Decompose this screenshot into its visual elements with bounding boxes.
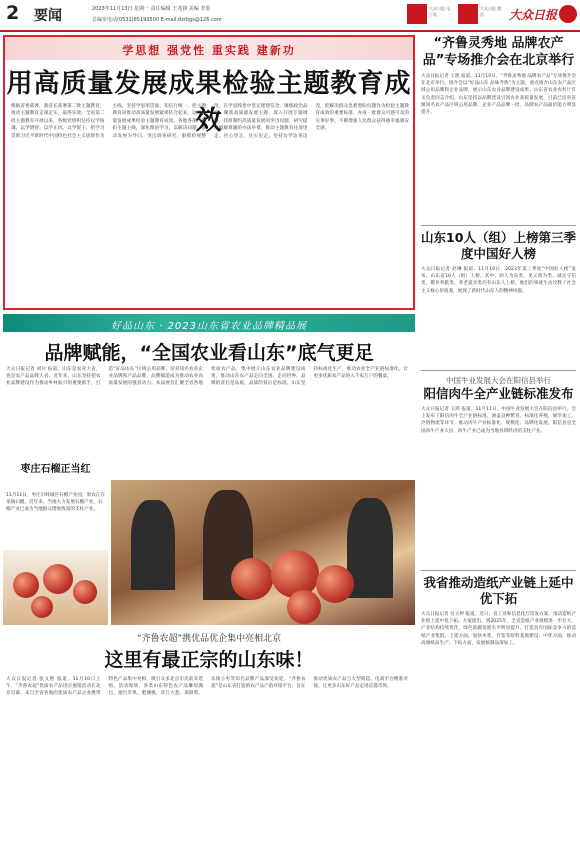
fruit-shape: [287, 590, 321, 624]
fruit-shape: [316, 565, 354, 603]
section-name: 要闻: [34, 8, 62, 24]
right-body-3: 大众日报记者 王鸿 报道。11月11日，中国牛业发展大会在阳信县举行。会上发布了阳信肉牛全产业链标准，涵盖良种繁育、标准化养殖、屠宰加工、冷链物流等环节，推动肉牛产业标准化、规模化、品牌化发展。阳信县是全国肉牛产业大县，肉牛产业已成为当地县域经济的支柱产业。: [421, 407, 576, 434]
right-headline-2[interactable]: 山东10人（组）上榜第三季度中国好人榜: [421, 230, 576, 261]
contact-line: 总编室电话(0531)85193500 E-mail:dzrbgs@126.com: [92, 17, 222, 23]
qr-caption: 大众日报 电子版: [429, 6, 451, 17]
right-headline-1[interactable]: “齐鲁灵秀地 品牌农产品”专场推介会在北京举行: [422, 36, 575, 68]
fruit-shape: [271, 550, 319, 598]
lead-body: 根据省委部署，鼎省长部署第二批主题教育，推动主题教育走深走实，取得实效。全省第二批主题教育开展以来，各级党组织坚持以学铸魂、以学增智、以学正风、以学促干，把学习贯彻习近平新时代中国特色社会主义思想作为主线，坚持学思用贯通、知信行统一，把主题教育同推动高质量发展紧密结合起来，以高质量发展成果检验主题教育成效。各地各部门紧扣主题主线，深化理论学习，以解决问题、推动发展为导向，突出调查研究，狠抓检视整改，在学思践悟中坚定理想信念、锤炼政治品格。聚焦高质量发展主题，深入开展专题调研，找准制约高质量发展的突出问题，研究提出破解难题的办法举措，推动主题教育往深里走、往心里走、往实里走。坚持边学边查边改，把解决群众急难愁盼问题作为检验主题教育成效的重要标准，办成一批群众可感可及的实事好事，不断增强人民群众获得感幸福感安全感。: [11, 104, 409, 139]
food-body: 大众日报记者 张文艳 报道。11月10日上午，“齐鲁农超”优质农产品进京展销活动在北京启幕，来自全省各地的优质农产品企业携带特色产品集中亮相，吸引众多北京市民前来选购。活动现场，各类山东特色农产品琳琅满目，烟台苹果、肥城桃、章丘大葱、莱阳梨、乐陵小枣等知名品牌产品深受欢迎。“齐鲁农超”是山东省打造的农产品产销对接平台，旨在推动优质农产品与大型商超、电商平台精准对接，让更多山东好产品走进首都市场。: [6, 677, 408, 697]
right-body-2: 大众日报记者 赵琳 报道。11月10日，2023年第三季度“中国好人榜”发布，山东省10人（组）上榜。其中，助人为乐类、见义勇为类、诚实守信类、敬业奉献类、孝老爱亲类均有山东人上榜。他们的事迹生动诠释了社会主义核心价值观，展现了新时代山东人的精神风貌。: [421, 267, 576, 294]
fruit-shape: [231, 558, 273, 600]
visitor-figure: [131, 500, 175, 590]
right-subhead-3: 中国牛业发展大会在阳信县举行: [446, 376, 551, 385]
divider: [421, 225, 576, 226]
fair-photo: [111, 480, 415, 625]
pomegranate-shape: [43, 564, 73, 594]
qr-code-icon[interactable]: [458, 4, 478, 24]
divider: [421, 370, 576, 371]
lead-story: [3, 35, 415, 310]
lead-headline[interactable]: 用高质量发展成果检验主题教育成效: [6, 69, 412, 136]
page-number: 2: [6, 2, 20, 24]
agri-headline[interactable]: 品牌赋能，“全国农业看山东”底气更足: [44, 342, 374, 364]
newspaper-logo: 大众日报: [509, 8, 558, 22]
divider: [421, 570, 576, 571]
food-headline[interactable]: 这里有最正宗的山东味！: [104, 649, 314, 671]
lead-banner: [5, 37, 413, 60]
issue-line: 2023年11月13日 星期一 责任编辑 王兆锋 美编 李震: [92, 6, 211, 12]
pomegranate-shape: [73, 580, 97, 604]
pomegranate-photo: [3, 550, 108, 625]
pomegranate-shape: [13, 572, 39, 598]
right-body-1: 大众日报记者 王建 报道。11月10日，“齐鲁灵秀地 品牌农产品”专场推介会在北京举行。推介会以“好品山东 品味齐鲁”为主题，重点推介山东农产品区域公用品牌和企业品牌，展示山东农业品牌建设成果。山东省农业农村厅有关负责同志介绍，山东坚持以品牌建设引领农业高质量发展，目前已培育省级知名农产品区域公用品牌、企业产品品牌一批，品牌农产品溢价能力明显提升。: [421, 74, 576, 116]
festival-banner-text: 好品山东 · 2023山东省农业品牌精品展: [111, 321, 307, 332]
pomegranate-shape: [31, 596, 53, 618]
qr-code-icon[interactable]: [407, 4, 427, 24]
pomegranate-headline[interactable]: 枣庄石榴正当红: [20, 464, 91, 475]
right-headline-3[interactable]: 阳信肉牛全产业链标准发布: [423, 386, 574, 401]
masthead: [0, 0, 580, 32]
qr-caption: 大众日报 微信: [480, 6, 502, 17]
festival-banner: [3, 314, 415, 332]
food-kicker: “齐鲁农超”携优品优企集中亮相北京: [136, 634, 282, 644]
logo-emblem-icon: [559, 5, 577, 23]
lead-kicker: 学思想 强党性 重实践 建新功: [122, 44, 296, 57]
pomegranate-caption: 11月11日，枣庄市峄城区石榴产业园，果农正在采摘石榴。近年来，当地大力发展石榴产业，石榴产业已成为当地群众增收致富的支柱产业。: [6, 493, 105, 512]
agri-body: 大众日报记者 刘兵 报道。山东是农业大省，也是农产品品牌大省。近年来，山东坚持把农业品牌建设作为推动乡村振兴的重要抓手，打造“好品山东”区域公用品牌，培育知名农业企业品牌和产品品牌，品牌赋能成为推动农业高质量发展的强劲动力。本届展会汇聚全省各地优质农产品，集中展示山东农业品牌建设成果，推动山东农产品走向全国、走向世界。品牌的背后是品质，品质的背后是标准。山东坚持标准化生产，推动农业全产业链标准化，让更多优质农产品进入千家万户的餐桌。: [6, 367, 408, 387]
right-column: [421, 35, 576, 843]
right-headline-4[interactable]: 我省推动造纸产业链上延中优下拓: [423, 575, 574, 606]
right-body-4: 大众日报记者 付玉婷 报道。近日，省工业和信息化厅印发方案，推动造纸产业链上延中优下拓。方案提出，到2025年，全省造纸产业规模进一步壮大，产业结构持续优化，绿色低碳发展水平明显提升，打造具有国际竞争力的造纸产业集群。上延方面，加快木浆、竹浆等原料基地建设；中优方面，推动高端纸品生产；下拓方面，发展纸制品深加工。: [421, 612, 576, 646]
